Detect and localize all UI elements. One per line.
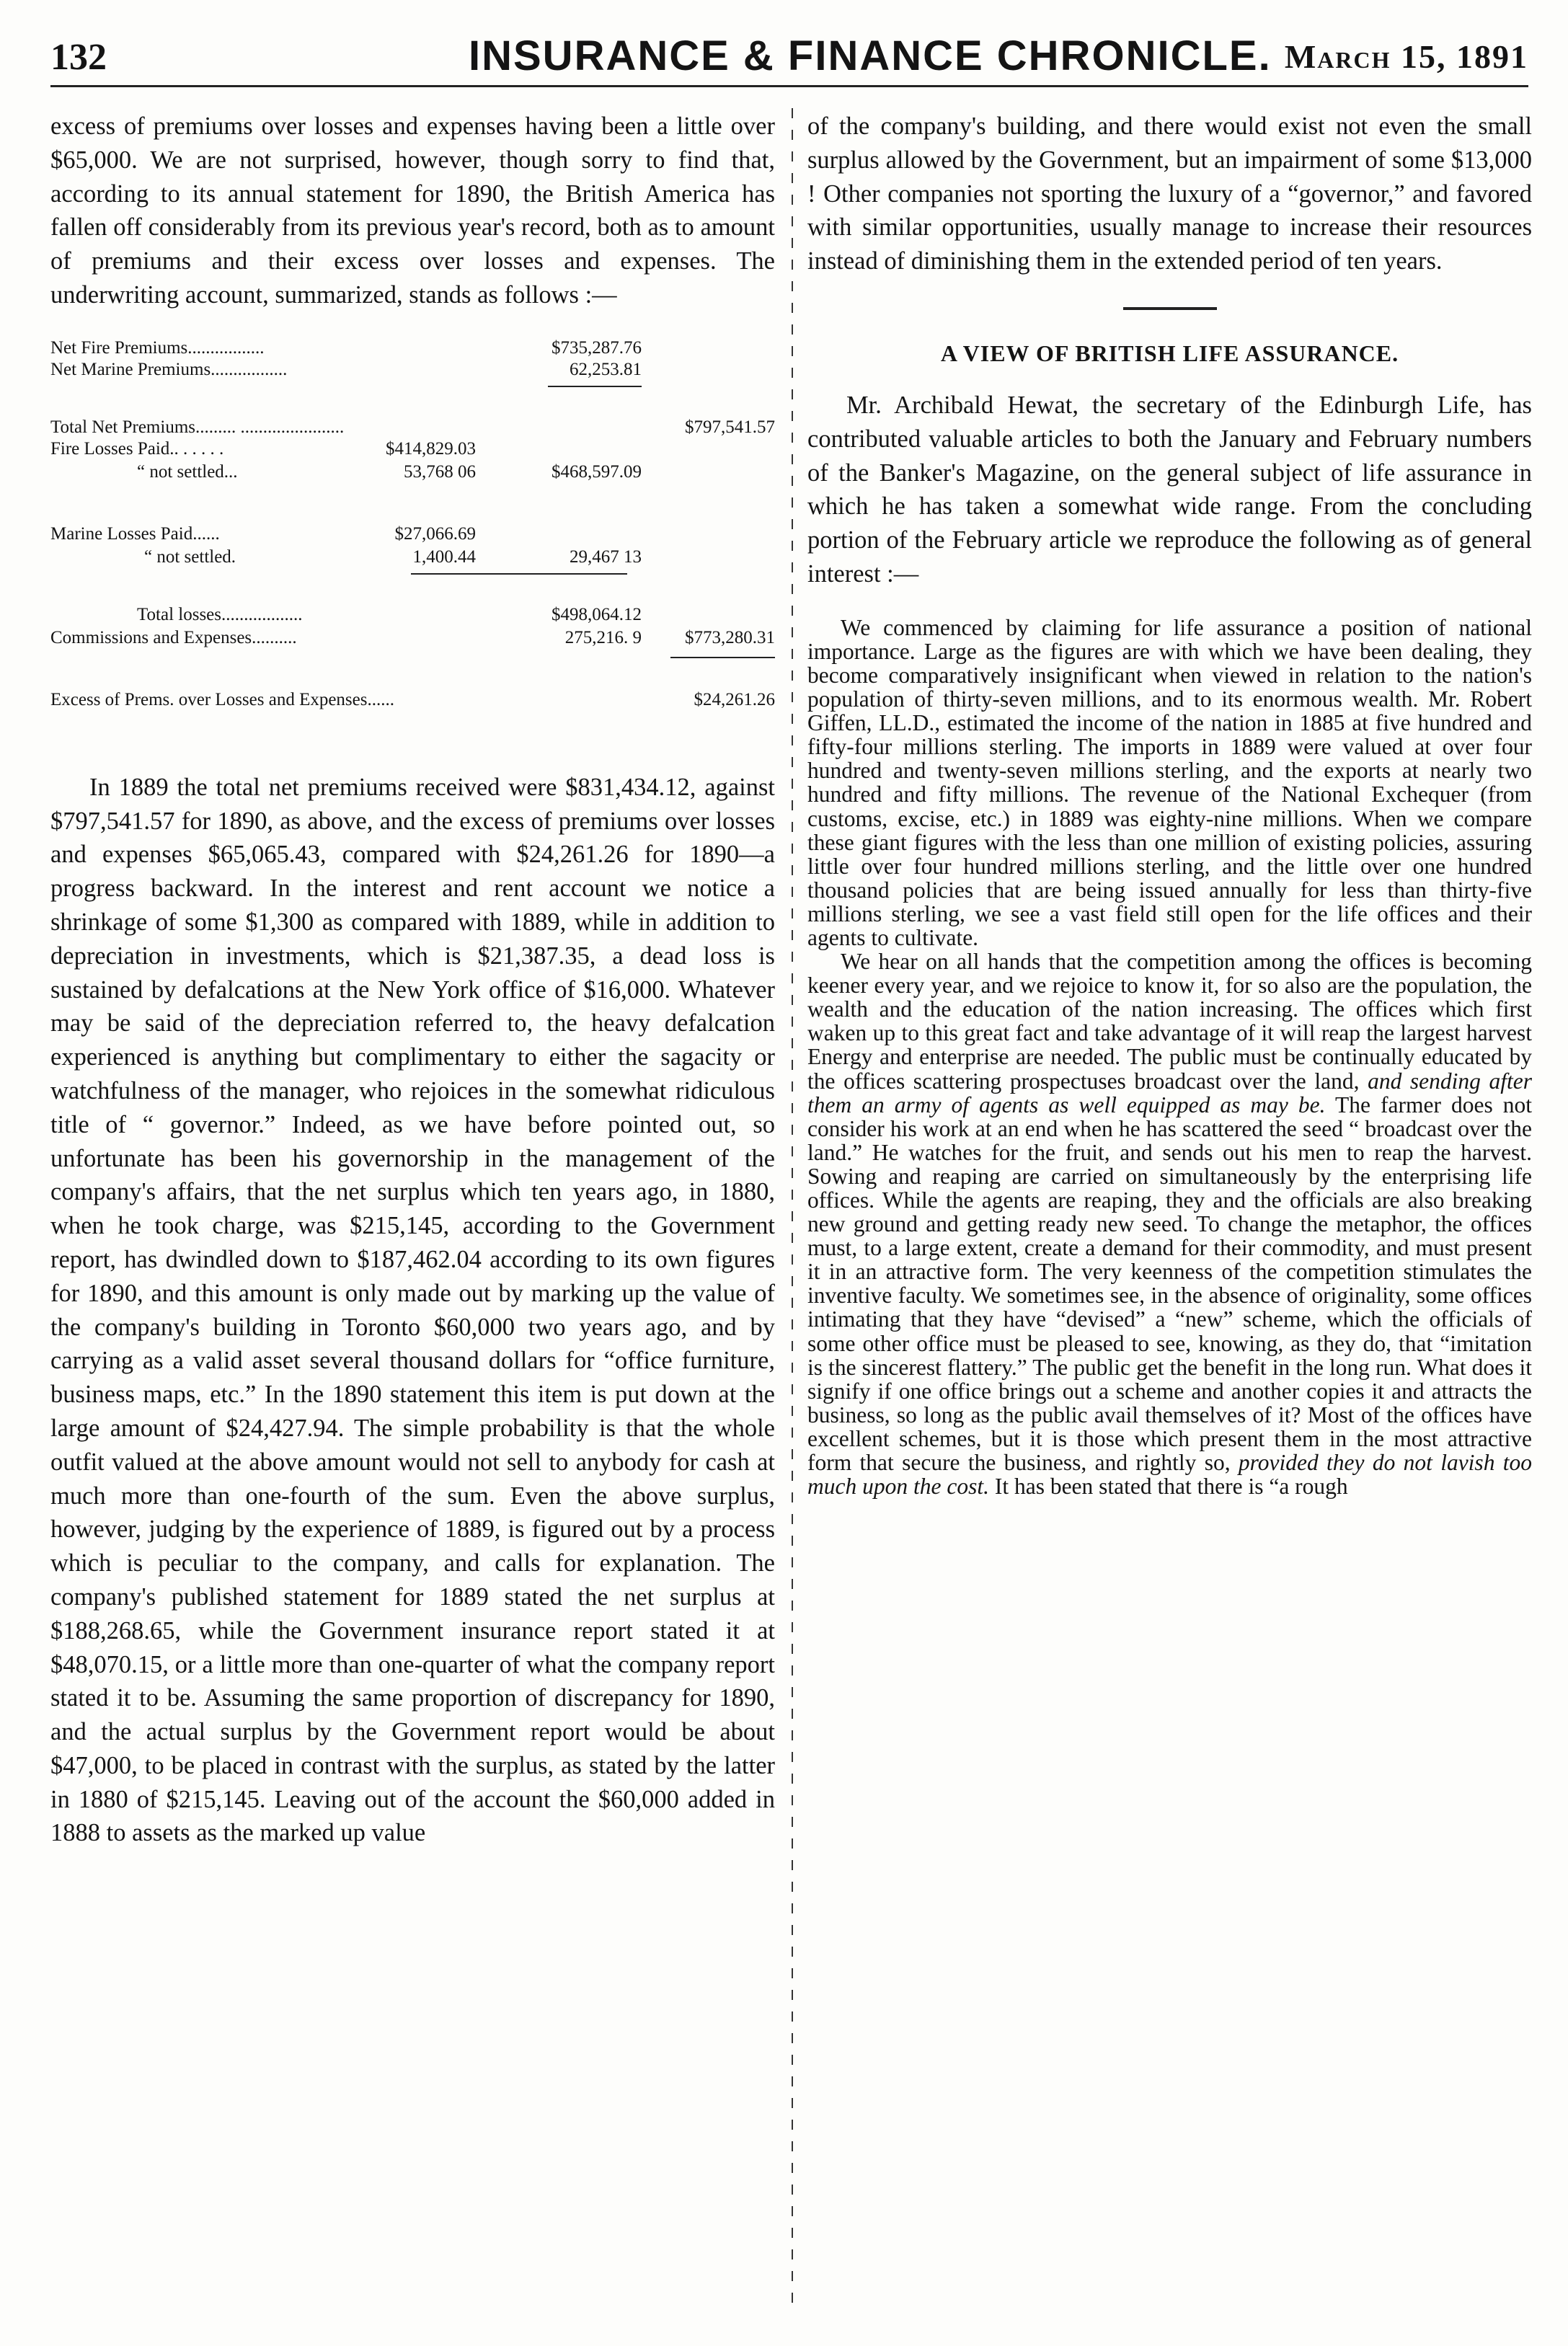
left-column	[50, 110, 775, 1850]
quoted-paragraph: We commenced by claiming for life assurance a position of national importance. Large as the figures are with which we have been dealing, they become comparatively insignificant when viewed in relation to the nation's population of thirty-seven millions, and to its enormous wealth. Mr. Robert Giffen, LL.D., estimated the income of the nation in 1885 at five hundred and fifty-four millions sterling. The imports in 1889 were valued at over four hundred and twenty-seven millions sterling, and the exports at nearly two hundred and fifty millions. The revenue of the National Exchequer (from customs, excise, etc.) in 1889 was eighty-nine millions. When we compare these giant figures with the less than one million of existing policies, assuring little over four hundred millions sterling, and the little over one hundred thousand policies that are being issued annually for less than thirty-five millions sterling, we see a vast field still open for the life offices and their agents to cultivate.	[807, 614, 1532, 950]
table-row	[50, 439, 775, 462]
row-value: $468,597.09	[552, 461, 642, 482]
sum-rule	[411, 573, 627, 575]
row-value: $27,066.69	[394, 523, 476, 544]
row-label: Marine Losses Paid......	[50, 523, 220, 544]
row-value: 1,400.44	[412, 546, 476, 567]
quoted-paragraph	[807, 950, 1532, 1498]
row-label: “ not settled...	[137, 461, 238, 482]
quote-text: It has been stated that there is “a rough	[994, 1474, 1348, 1500]
table-row	[50, 338, 775, 361]
row-label: “ not settled.	[144, 546, 236, 567]
table-row	[50, 462, 775, 485]
table-row	[50, 417, 775, 441]
row-value: 29,467 13	[570, 546, 642, 567]
row-label: Fire Losses Paid.. . . . . .	[50, 438, 224, 459]
row-label: Excess of Prems. over Losses and Expenses......	[50, 689, 394, 709]
table-row	[50, 360, 775, 383]
row-value: 275,216. 9	[564, 627, 642, 647]
quote-emphasis: and sending after them an army of agents as well equipped as may be.	[807, 1068, 1533, 1117]
underwriting-account-table	[50, 338, 775, 771]
header-rule	[50, 85, 1528, 87]
article-intro: Mr. Archibald Hewat, the secretary of the Edinburgh Life, has contributed valuable articles to both the January and February numbers of the Banker's Magazine, on the general subject of life assurance in which he has taken a somewhat wide range. From the concluding portion of the February article we reproduce the following as of general interest :—	[807, 391, 1532, 588]
analysis-paragraph: In 1889 the total net premiums received were $831,434.12, against $797,541.57 for 1890, as above, and the excess of premiums over losses and expenses $65,065.43, compared with $24,261.26 for 1890—a progress backward. In the interest and rent account we notice a shrinkage of some $1,300 as compared with 1889, while in addition to depreciation in investments, which is $21,387.35, a dead loss is sustained by defalcations at the New York office of $16,000. Whatever may be said of the depreciation referred to, the heavy defalcation experienced is anything but complimentary to either the sagacity or watchfulness of the manager, who rejoices in the somewhat ridiculous title of “ governor.” Indeed, as we have before pointed out, so unfortunate has been his governorship in the management of the company's affairs, that the net surplus which ten years ago, in 1880, when he took charge, was $215,145, according to the Government report, has dwindled down to $187,462.04 according to its own figures for 1890, and this amount is only made out by marking up the value of the company's building in Toronto $60,000 two years ago, and by carrying as a valid asset several thousand dollars for “office furniture, business maps, etc.” In the 1890 statement this item is put down at the large amount of $24,427.94. The simple probability is that the whole outfit valued at the above amount would not sell to anybody for cash at much more than one-fourth of the sum. Even the above surplus, however, judging by the experience of 1889, is figured out by a process which is peculiar to the company, and calls for explanation. The company's published statement for 1889 stated the net surplus at $188,268.65, while the Government insurance report stated it at $48,070.15, or a little more than one-quarter of what the company report stated it to be. Assuming the same proportion of discrepancy for 1890, and the actual surplus by the Government report would be about $47,000, to be placed in contrast with the surplus, as stated by the latter in 1880 of $215,145. Leaving out of the account the $60,000 added in 1888 to assets as the marked up value	[50, 773, 775, 1847]
row-value: 53,768 06	[404, 461, 476, 482]
article-heading: A VIEW OF BRITISH LIFE ASSURANCE.	[940, 340, 1399, 366]
row-total: $797,541.57	[685, 417, 775, 437]
sum-rule	[548, 386, 642, 387]
table-row	[50, 547, 775, 570]
row-value: $735,287.76	[552, 337, 642, 358]
right-column	[807, 110, 1532, 1498]
continued-paragraph: of the company's building, and there would exist not even the small surplus allowed by the Government, but an impairment of some $13,000 ! Other companies not sporting the luxury of a “governor,” and favored with similar opportunities, usually manage to increase their resources instead of diminishing them in the extended period of ten years.	[807, 112, 1532, 275]
table-row	[50, 605, 775, 628]
quote-text: We hear on all hands that the competition among the offices is becoming keener every year, and we rejoice to know it, for so also are the population, the wealth and the education of the nation increasing. The offices which first waken up to this great fact and take advantage of it will reap the largest harvest Energy and enterprise are needed. The public must be continually educated by the offices scattering prospectuses broadcast over the land,	[807, 949, 1532, 1094]
page-number: 132	[50, 37, 107, 78]
row-value: $414,829.03	[386, 438, 476, 459]
row-label: Total Net Premiums......... .......................	[50, 417, 345, 437]
row-total: $773,280.31	[685, 627, 775, 647]
row-label: Total losses..................	[137, 604, 303, 624]
page-header	[50, 32, 1528, 82]
sum-rule	[670, 657, 775, 658]
table-row	[50, 524, 775, 547]
table-row	[50, 690, 775, 713]
quote-text: The farmer does not consider his work at an end when he has scattered the seed “ broadcast over the land.” He watches for the fruit, and sends out his men to reap the harvest. Sowing and reaping are carried on simultaneously by the enterprising life offices. While the agents are reaping, they and the officials are also breaking new ground and getting ready new seed. To change the metaphor, the offices must, to a large extent, create a demand for their commodity, and must present it in an attractive form. The very keenness of the competition stimulates the inventive faculty. We sometimes see, in the absence of originality, some offices intimating that they have “devised” a “new” scheme, which the officials of some other office must be pleased to see, knowing, as they do, that “imitation is the sincerest flattery.” The public get the benefit in the long run. What does it signify if one office brings out a scheme and another copies it and attracts the business, so long as the public avail themselves of it? Most of the offices have excellent schemes, but it is those which present them in the most attractive form that secure the business, and rightly so,	[807, 1092, 1532, 1476]
intro-paragraph: excess of premiums over losses and expenses having been a little over $65,000. We are not surprised, however, though sorry to find that, according to its annual statement for 1890, the British America has fallen off considerably from its previous year's record, both as to amount of premiums and their excess over losses and expenses. The underwriting account, summarized, stands as follows :—	[50, 112, 775, 309]
section-separator	[1123, 307, 1217, 310]
row-label: Net Marine Premiums.................	[50, 359, 288, 379]
masthead-title: INSURANCE & FINANCE CHRONICLE.	[469, 32, 1272, 79]
row-total: $24,261.26	[694, 689, 775, 709]
row-value: $498,064.12	[552, 604, 642, 624]
quote-emphasis: provided they do not lavish too much upon the cost.	[807, 1450, 1533, 1500]
issue-date: March 15, 1891	[1284, 38, 1528, 75]
row-label: Commissions and Expenses..........	[50, 627, 297, 647]
row-label: Net Fire Premiums.................	[50, 337, 265, 358]
table-row	[50, 628, 775, 651]
row-value: 62,253.81	[570, 359, 642, 379]
column-divider	[792, 108, 793, 2314]
